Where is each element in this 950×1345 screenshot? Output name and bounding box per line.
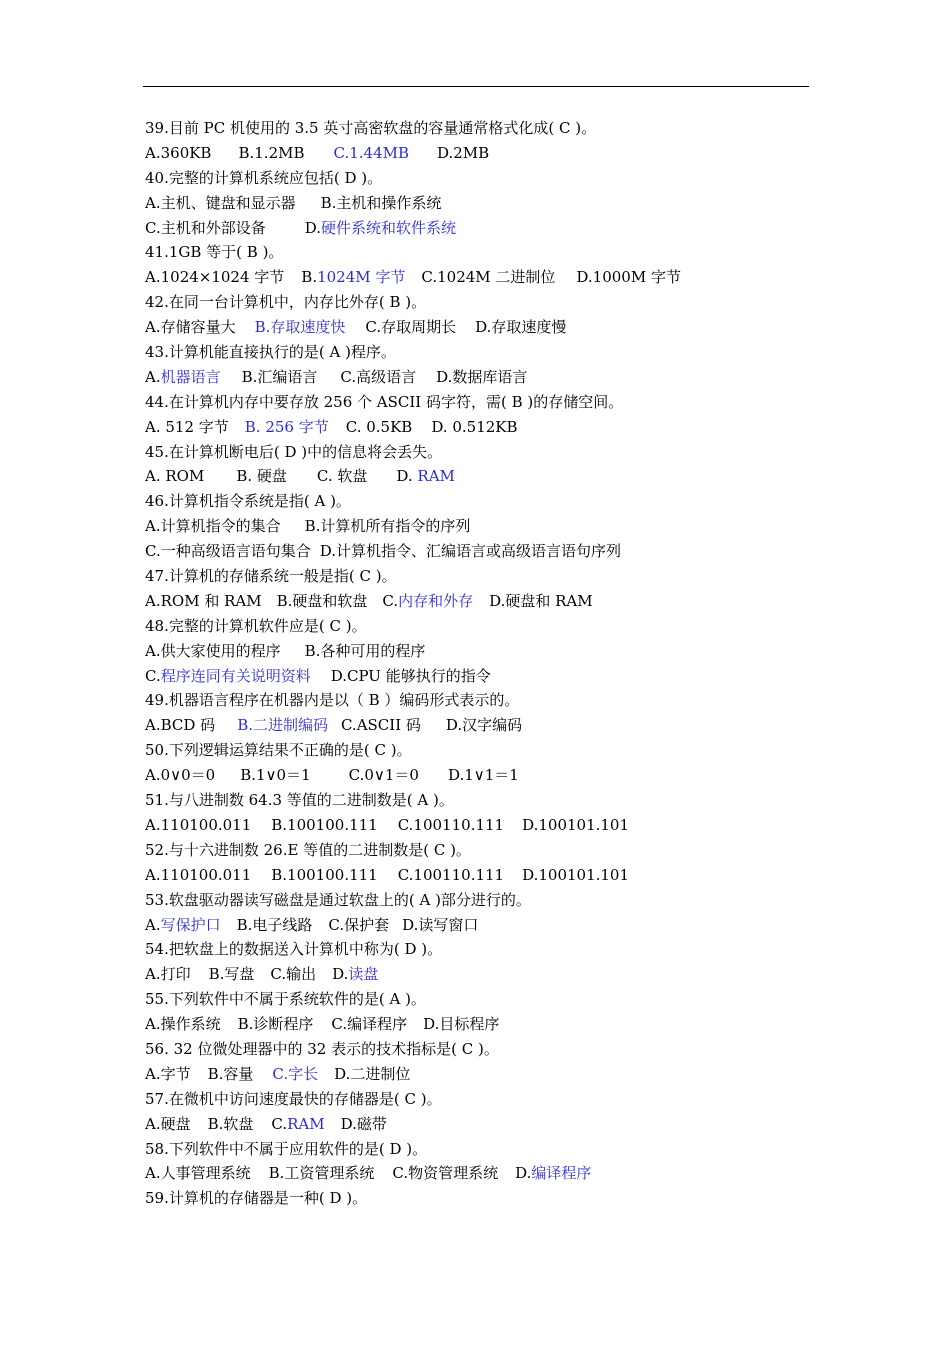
answer-option	[209, 965, 255, 983]
answer-option	[423, 1015, 499, 1033]
answer-option	[398, 816, 504, 834]
option-text: B.汇编语言	[241, 367, 318, 386]
option-text: A.计算机指令的集合	[145, 517, 281, 536]
answer-option	[269, 1164, 375, 1182]
answer-option	[277, 592, 368, 610]
option-text: B.100100.111	[271, 815, 378, 834]
option-text: A. ROM	[145, 467, 205, 486]
answer-option	[446, 716, 522, 734]
answer-option	[349, 766, 419, 784]
answer-option	[145, 716, 215, 734]
question-stem: 54.把软盘上的数据送入计算机中称为( D )。	[145, 940, 443, 959]
option-text: C.一种高级语言语句集合	[145, 542, 311, 561]
option-letter: A.	[145, 367, 161, 386]
question-stem: 44.在计算机内存中要存放 256 个 ASCII 码字符，需( B )的存储空间。	[145, 392, 624, 411]
question-stem: 43.计算机能直接执行的是( A )程序。	[145, 343, 396, 362]
answer-option	[301, 268, 405, 286]
option-text: A.ROM 和 RAM	[145, 591, 262, 610]
answer-option	[475, 318, 566, 336]
option-row	[145, 813, 825, 838]
question-list	[145, 116, 825, 1211]
answer-option	[145, 667, 311, 685]
answer-option	[396, 467, 455, 485]
question-stem: 40.完整的计算机系统应包括( D )。	[145, 168, 383, 187]
option-text: D.数据库语言	[436, 367, 528, 386]
option-text: B.1.2MB	[238, 143, 305, 162]
option-text: A.110100.011	[145, 815, 252, 834]
answer-option	[271, 866, 377, 884]
question-stem: 59.计算机的存储器是一种( D )。	[145, 1189, 368, 1208]
option-text: A. 512 字节	[145, 417, 229, 436]
answer-option	[145, 592, 262, 610]
option-text: C.100110.111	[397, 815, 505, 834]
answer-option	[431, 418, 517, 436]
answer-option	[145, 144, 211, 162]
answer-option	[145, 1115, 191, 1133]
option-letter: C.	[145, 666, 161, 685]
option-text: D.CPU 能够执行的指令	[330, 666, 491, 685]
option-row	[145, 1112, 825, 1137]
answer-option	[145, 642, 281, 660]
answer-option	[208, 1115, 254, 1133]
option-text: B.写盘	[208, 965, 255, 984]
option-row	[145, 539, 825, 564]
question-stem: 46.计算机指令系统是指( A )。	[145, 492, 351, 511]
option-text: B.主机和操作系统	[320, 193, 442, 212]
answer-option	[332, 965, 378, 983]
option-row	[145, 464, 825, 489]
option-row	[145, 315, 825, 340]
option-row	[145, 1012, 825, 1037]
answer-option	[236, 467, 287, 485]
option-letter: C.	[271, 1114, 288, 1133]
option-text: C.存取周期长	[365, 318, 457, 337]
answer-option	[145, 368, 221, 386]
correct-answer-text: 写保护口	[160, 915, 221, 934]
correct-answer-text: 编译程序	[531, 1164, 592, 1183]
answer-option	[328, 916, 389, 934]
answer-option	[145, 542, 311, 560]
question-stem: 49.机器语言程序在机器内是以（ B ）编码形式表示的。	[145, 691, 520, 710]
answer-option	[145, 418, 229, 436]
option-text: B.计算机所有指令的序列	[304, 517, 471, 536]
answer-option	[448, 766, 519, 784]
answer-option	[489, 592, 593, 610]
answer-option	[331, 667, 491, 685]
option-text: C.编译程序	[331, 1015, 408, 1034]
answer-option	[237, 916, 313, 934]
option-text: D.硬盘和 RAM	[489, 591, 593, 610]
correct-answer-text: B.存取速度快	[254, 318, 346, 337]
question-stem: 53.软盘驱动器读写磁盘是通过软盘上的( A )部分进行的。	[145, 890, 531, 909]
answer-option	[305, 642, 426, 660]
option-text: C. 0.5KB	[345, 417, 413, 436]
answer-option	[270, 965, 316, 983]
option-text: B. 硬盘	[236, 467, 287, 486]
option-text: A.BCD 码	[145, 716, 216, 735]
answer-option	[334, 144, 410, 162]
option-text: D.1∨1＝1	[447, 766, 519, 785]
option-row	[145, 713, 825, 738]
answer-option	[271, 1115, 324, 1133]
option-text: C.物资管理系统	[392, 1164, 499, 1183]
option-row	[145, 962, 825, 987]
option-text: A.打印	[145, 965, 191, 984]
question-stem: 45.在计算机断电后( D )中的信息将会丢失。	[145, 442, 443, 461]
option-text: D.计算机指令、汇编语言或高级语言语句序列	[319, 542, 621, 561]
option-text: B.容量	[207, 1064, 254, 1083]
answer-option	[340, 368, 416, 386]
answer-option	[255, 318, 346, 336]
answer-option	[145, 916, 221, 934]
answer-option	[437, 144, 489, 162]
option-text: D.读写窗口	[402, 915, 479, 934]
correct-answer-text: 硬件系统和软件系统	[320, 218, 456, 237]
option-text: D.2MB	[437, 143, 490, 162]
option-text: B.工资管理系统	[268, 1164, 375, 1183]
option-text: A.存储容量大	[145, 318, 236, 337]
answer-option	[145, 816, 251, 834]
answer-option	[271, 816, 377, 834]
option-text: B.软盘	[207, 1114, 254, 1133]
option-text: C.ASCII 码	[340, 716, 421, 735]
option-row	[145, 365, 825, 390]
answer-option	[145, 318, 236, 336]
option-text: C.1024M 二进制位	[421, 268, 556, 287]
answer-option	[346, 418, 413, 436]
option-letter: A.	[145, 915, 161, 934]
answer-option	[341, 1115, 387, 1133]
answer-option	[365, 318, 456, 336]
answer-option	[522, 816, 629, 834]
answer-option	[305, 517, 471, 535]
question-stem: 52.与十六进制数 26.E 等值的二进制数是( C )。	[145, 840, 471, 859]
option-text: B.电子线路	[236, 915, 313, 934]
option-row	[145, 863, 825, 888]
option-text: D.汉字编码	[445, 716, 523, 735]
option-letter: D.	[396, 467, 418, 486]
option-text: D.存取速度慢	[475, 318, 567, 337]
answer-option	[145, 965, 191, 983]
correct-answer-text: C.1.44MB	[333, 143, 409, 162]
answer-option	[305, 219, 456, 237]
answer-option	[145, 268, 284, 286]
answer-option	[331, 1015, 407, 1033]
option-text: D.目标程序	[423, 1015, 500, 1034]
option-row	[145, 763, 825, 788]
option-row	[145, 913, 825, 938]
option-text: D.1000M 字节	[576, 268, 681, 287]
header-rule	[143, 86, 809, 87]
option-text: A.110100.011	[145, 865, 252, 884]
option-text: D.100101.101	[522, 865, 630, 884]
option-row	[145, 1161, 825, 1186]
answer-option	[145, 1164, 251, 1182]
answer-option	[145, 194, 296, 212]
answer-option	[145, 467, 204, 485]
question-stem: 42.在同一台计算机中，内存比外存( B )。	[145, 293, 427, 312]
option-text: C.输出	[270, 965, 317, 984]
correct-answer-text: 读盘	[348, 965, 379, 984]
option-text: B.100100.111	[271, 865, 378, 884]
question-stem: 51.与八进制数 64.3 等值的二进制数是( A )。	[145, 791, 454, 810]
option-row	[145, 216, 825, 241]
option-text: D.二进制位	[334, 1064, 411, 1083]
option-letter: D.	[304, 218, 321, 237]
option-text: D.磁带	[340, 1114, 387, 1133]
option-text: A.硬盘	[145, 1114, 191, 1133]
correct-answer-text: 程序连同有关说明资料	[160, 666, 311, 685]
option-text: C.100110.111	[397, 865, 505, 884]
question-stem: 50.下列逻辑运算结果不正确的是( C )。	[145, 741, 412, 760]
option-text: A.0∨0＝0	[145, 766, 216, 785]
answer-option	[145, 1015, 221, 1033]
option-text: A.360KB	[145, 143, 212, 162]
answer-option	[392, 1164, 498, 1182]
option-text: A.操作系统	[145, 1015, 221, 1034]
option-text: C.保护套	[328, 915, 390, 934]
answer-option	[145, 517, 281, 535]
option-text: B.各种可用的程序	[304, 641, 426, 660]
option-text: A.供大家使用的程序	[145, 641, 281, 660]
answer-option	[272, 1065, 318, 1083]
correct-answer-text: 1024M 字节	[317, 268, 406, 287]
answer-option	[240, 766, 310, 784]
option-text: C. 软盘	[316, 467, 368, 486]
option-text: D. 0.512KB	[431, 417, 518, 436]
question-stem: 47.计算机的存储系统一般是指( C )。	[145, 567, 397, 586]
option-row	[145, 589, 825, 614]
correct-answer-text: 内存和外存	[398, 591, 474, 610]
option-text: B.硬盘和软盘	[276, 591, 368, 610]
option-text: A.人事管理系统	[145, 1164, 251, 1183]
option-row	[145, 514, 825, 539]
option-row	[145, 1062, 825, 1087]
answer-option	[238, 1015, 314, 1033]
answer-option	[421, 268, 555, 286]
correct-answer-text: B.二进制编码	[237, 716, 328, 735]
answer-option	[145, 866, 251, 884]
question-stem: 41.1GB 等于( B )。	[145, 243, 284, 262]
answer-option	[321, 194, 442, 212]
correct-answer-text: C.字长	[272, 1064, 319, 1083]
answer-option	[334, 1065, 410, 1083]
answer-option	[238, 144, 304, 162]
answer-option	[242, 368, 318, 386]
answer-option	[145, 766, 215, 784]
option-text: C.主机和外部设备	[145, 218, 266, 237]
option-letter: D.	[515, 1164, 532, 1183]
answer-option	[382, 592, 473, 610]
option-letter: C.	[382, 591, 399, 610]
question-stem: 55.下列软件中不属于系统软件的是( A )。	[145, 990, 426, 1009]
option-text: B.诊断程序	[237, 1015, 314, 1034]
answer-option	[522, 866, 629, 884]
option-row	[145, 191, 825, 216]
option-text: A.主机、键盘和显示器	[145, 193, 296, 212]
correct-answer-text: RAM	[287, 1114, 325, 1133]
question-stem: 58.下列软件中不属于应用软件的是( D )。	[145, 1139, 428, 1158]
option-text: D.100101.101	[522, 815, 630, 834]
option-row	[145, 664, 825, 689]
answer-option	[145, 1065, 191, 1083]
option-row	[145, 141, 825, 166]
answer-option	[402, 916, 478, 934]
option-text: A.字节	[145, 1064, 191, 1083]
correct-answer-text: B. 256 字节	[244, 417, 329, 436]
answer-option	[398, 866, 504, 884]
answer-option	[515, 1164, 591, 1182]
question-stem: 56. 32 位微处理器中的 32 表示的技术指标是( C )。	[145, 1039, 499, 1058]
option-text: A.1024×1024 字节	[145, 268, 285, 287]
answer-option	[320, 542, 621, 560]
correct-answer-text: RAM	[417, 467, 455, 486]
answer-option	[145, 219, 266, 237]
answer-option	[208, 1065, 254, 1083]
option-letter: D.	[332, 965, 349, 984]
answer-option	[436, 368, 527, 386]
question-stem: 39.目前 PC 机使用的 3.5 英寸高密软盘的容量通常格式化成( C )。	[145, 119, 597, 137]
option-text: C.高级语言	[340, 367, 417, 386]
correct-answer-text: 机器语言	[160, 367, 221, 386]
answer-option	[245, 418, 329, 436]
option-text: C.0∨1＝0	[348, 766, 419, 785]
option-row	[145, 265, 825, 290]
option-row	[145, 639, 825, 664]
answer-option	[237, 716, 328, 734]
option-row	[145, 415, 825, 440]
question-stem: 57.在微机中访问速度最快的存储器是( C )。	[145, 1089, 442, 1108]
answer-option	[317, 467, 367, 485]
answer-option	[341, 716, 421, 734]
question-stem: 48.完整的计算机软件应是( C )。	[145, 616, 367, 635]
option-text: B.1∨0＝1	[240, 766, 311, 785]
option-letter: B.	[301, 268, 318, 287]
answer-option	[576, 268, 681, 286]
